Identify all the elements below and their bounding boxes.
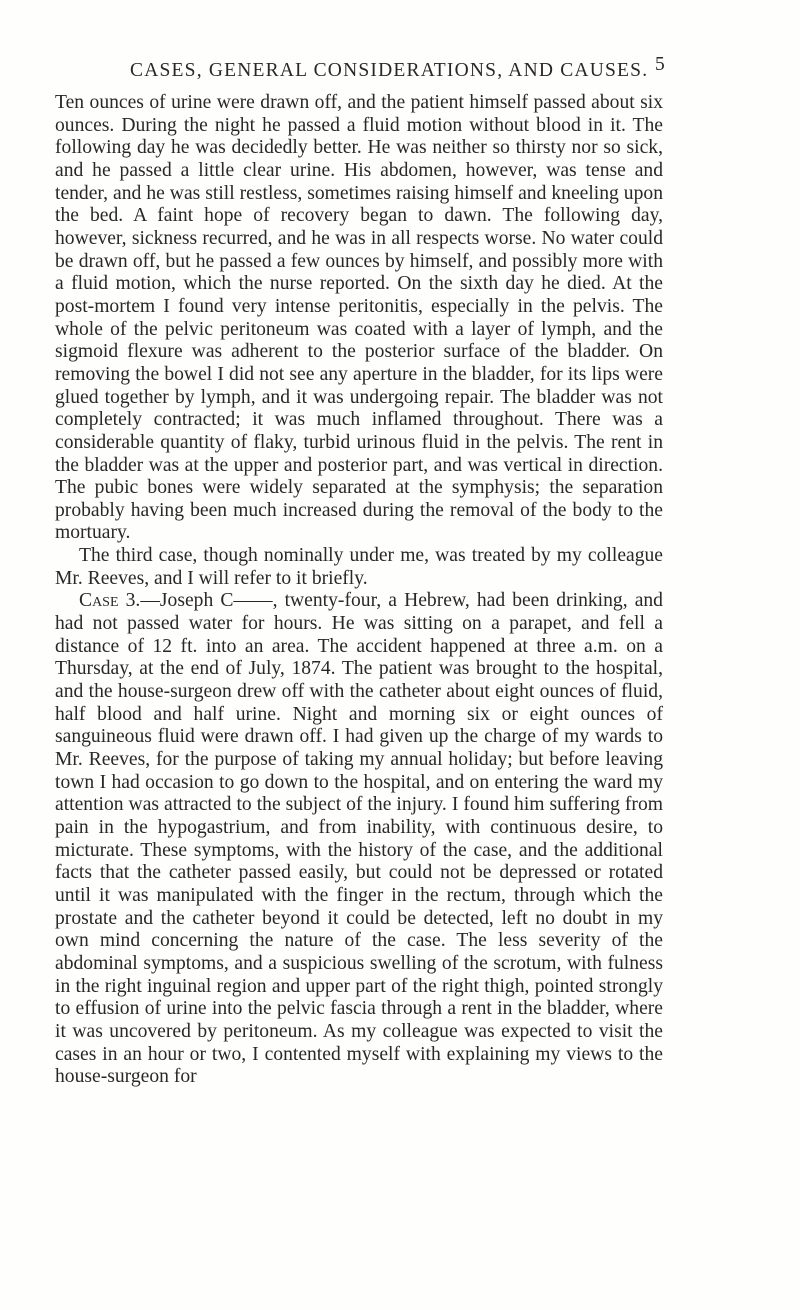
case-3-text: —Joseph C——, twenty-four, a Hebrew, had been drinking, and had not passed water for hours. He was sitting on a parapet, and fell a distance of 12 ft. into an area. The accident happened at three a.m. on a Thursday, at the end of July, 1874. The patient was brought to the hospital, and the house-surgeon drew off with the catheter about eight ounces of fluid, half blood and half urine. Night and morning six or eight ounces of sanguineous fluid were drawn off. I had given up the charge of my wards to Mr. Reeves, for the purpose of taking my annual holiday; but before leaving town I had occasion to go down to the hospital, and on entering the ward my attention was attracted to the subject of the injury. I found him suffering from pain in the hypogastrium, and from inability, with continuous desire, to micturate. These symptoms, with the history of the case, and the additional facts that the catheter passed easily, but could not be depressed or rotated until it was manipulated with the finger in the rectum, through which the prostate and the catheter beyond it could be detected, left no doubt in my own mind concerning the nature of the case. The less severity of the abdominal symptoms, and a suspicious swelling of the scrotum, with fulness in the right inguinal region and upper part of the right thigh, pointed strongly to effusion of urine into the pelvic fascia through a rent in the bladder, where it was uncovered by peritoneum. As my colleague was expected to visit the cases in an hour or two, I contented myself with explaining my views to the house-surgeon for	[55, 590, 663, 1088]
body-text	[55, 92, 663, 1089]
case-3-label: Case 3.	[79, 590, 141, 612]
paragraph-third-case-intro: The third case, though nominally under me, was treated by my colleague Mr. Reeves, and I will refer to it briefly.	[55, 545, 663, 589]
paragraph-case-3	[55, 590, 663, 1088]
paragraph-case-2-continued: Ten ounces of urine were drawn off, and the patient himself passed about six ounces. During the night he passed a fluid motion without blood in it. The following day he was decidedly better. He was neither so thirsty nor so sick, and he passed a little clear urine. His abdomen, however, was tense and tender, and he was still restless, sometimes raising himself and kneeling upon the bed. A faint hope of recovery began to dawn. The following day, however, sickness recurred, and he was in all respects worse. No water could be drawn off, but he passed a few ounces by himself, and possibly more with a fluid motion, which the nurse reported. On the sixth day he died. At the post-mortem I found very intense peritonitis, especially in the pelvis. The whole of the pelvic peritoneum was coated with a layer of lymph, and the sigmoid flexure was adherent to the posterior surface of the bladder. On removing the bowel I did not see any aperture in the bladder, for its lips were glued together by lymph, and it was undergoing repair. The bladder was not completely contracted; it was much inflamed throughout. There was a considerable quantity of flaky, turbid urinous fluid in the pelvis. The rent in the bladder was at the upper and posterior part, and was vertical in direction. The pubic bones were widely separated at the symphysis; the separation probably having been much increased during the removal of the body to the mortuary.	[55, 92, 663, 544]
page-number: 5	[655, 54, 666, 75]
running-header	[130, 54, 666, 90]
running-head-title: CASES, GENERAL CONSIDERATIONS, AND CAUSES.	[130, 60, 649, 81]
